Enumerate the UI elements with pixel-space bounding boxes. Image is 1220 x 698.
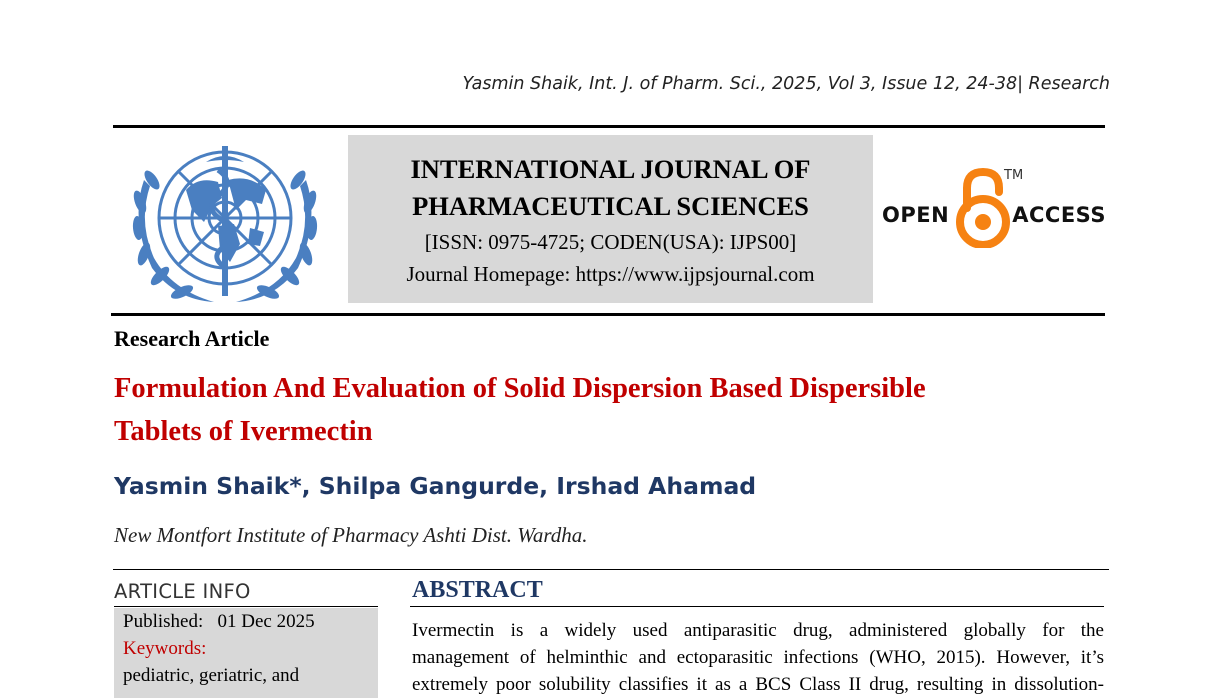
article-type: Research Article bbox=[114, 326, 270, 351]
abstract-line: extremely poor solubility classifies it as a BCS Class II drug, resulting in dissolution- bbox=[412, 674, 1104, 695]
open-access-open-text: OPEN bbox=[882, 203, 950, 227]
published-row bbox=[123, 611, 315, 633]
journal-banner bbox=[348, 135, 873, 303]
journal-name-line1: INTERNATIONAL JOURNAL OF bbox=[410, 154, 811, 184]
abstract-heading: ABSTRACT bbox=[412, 577, 543, 603]
published-date: 01 Dec 2025 bbox=[217, 611, 315, 632]
abstract-body bbox=[412, 617, 1104, 698]
running-head: Yasmin Shaik, Int. J. of Pharm. Sci., 2025, Vol 3, Issue 12, 24-38| Research bbox=[462, 74, 1110, 94]
section-rule bbox=[113, 569, 1109, 570]
open-access-trademark: TM bbox=[1004, 168, 1024, 183]
article-title-line2: Tablets of Ivermectin bbox=[114, 416, 373, 447]
keywords-label: Keywords: bbox=[123, 638, 207, 659]
abstract-line: Ivermectin is a widely used antiparasitic drug, administered globally for the bbox=[412, 620, 1104, 641]
journal-issn: [ISSN: 0975-4725; CODEN(USA): IJPS00] bbox=[424, 230, 797, 254]
header-rule-top bbox=[113, 125, 1105, 128]
article-title-line1: Formulation And Evaluation of Solid Dispersion Based Dispersible bbox=[114, 373, 926, 404]
author-list: Yasmin Shaik*, Shilpa Gangurde, Irshad Ahamad bbox=[114, 472, 757, 500]
article-info-rule bbox=[114, 606, 378, 607]
journal-emblem-icon bbox=[126, 140, 324, 306]
journal-homepage[interactable]: Journal Homepage: https://www.ijpsjournal.com bbox=[406, 262, 815, 286]
open-access-logo bbox=[880, 168, 1106, 250]
journal-name-line2: PHARMACEUTICAL SCIENCES bbox=[412, 191, 809, 221]
affiliation: New Montfort Institute of Pharmacy Ashti Dist. Wardha. bbox=[114, 523, 588, 547]
abstract-rule bbox=[410, 606, 1104, 607]
abstract-line: management of helminthic and ectoparasitic infections (WHO, 2015). However, it’s bbox=[412, 647, 1104, 668]
open-access-access-text: ACCESS bbox=[1012, 203, 1106, 227]
keywords-text: pediatric, geriatric, and bbox=[123, 665, 300, 686]
header-rule-bottom bbox=[111, 313, 1105, 316]
article-info-heading: ARTICLE INFO bbox=[114, 580, 251, 603]
article-info-box bbox=[114, 608, 378, 698]
article-title bbox=[114, 367, 1074, 453]
published-label: Published: bbox=[123, 611, 204, 632]
